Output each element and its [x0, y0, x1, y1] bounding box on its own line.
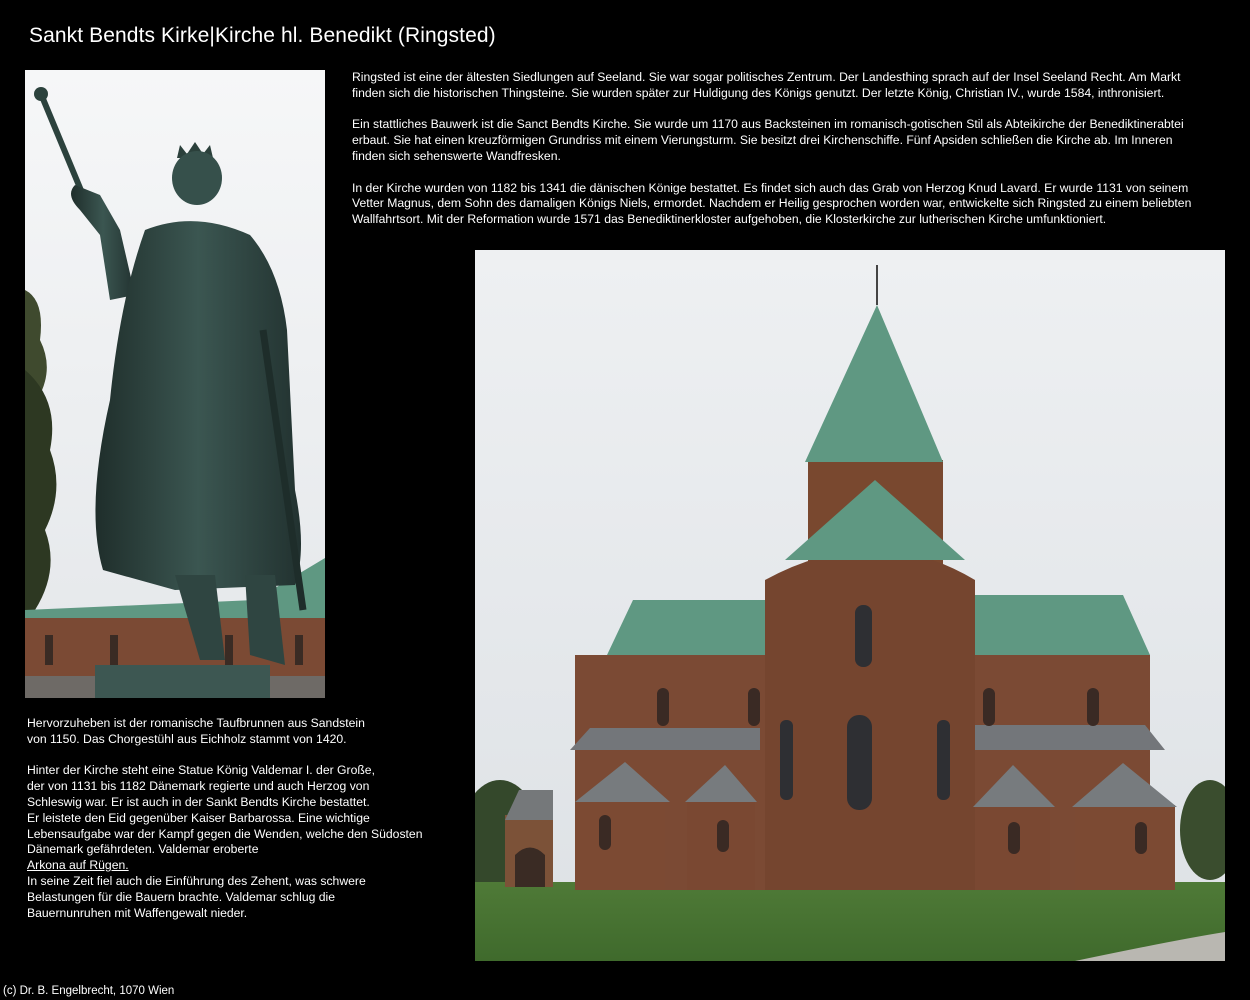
text-line: Lebensaufgabe war der Kampf gegen die Wenden, welche den Südosten — [27, 826, 423, 841]
intro-paragraph-1: Ringsted ist eine der ältesten Siedlungen auf Seeland. Sie war sogar politisches Zentrum. Der Landesthing sprach auf der Insel Seeland Recht. Am Markt finden sich die historischen Thingsteine. Sie wurden später zur Huldigung des Königs genutzt. Der letzte König, Christian IV., wurde 1584, inthronisiert. — [352, 70, 1181, 100]
intro-text — [352, 70, 1194, 244]
statue-text — [27, 716, 447, 921]
page-title: Sankt Bendts Kirke|Kirche hl. Benedikt (Ringsted) — [29, 24, 496, 47]
text-line: Bauernunruhen mit Waffengewalt nieder. — [27, 905, 248, 920]
text-line: von 1150. Das Chorgestühl aus Eichholz stammt von 1420. — [27, 731, 347, 746]
text-line: In seine Zeit fiel auch die Einführung des Zehent, was schwere — [27, 873, 366, 888]
text-line: der von 1131 bis 1182 Dänemark regierte und auch Herzog von — [27, 779, 370, 794]
statue-photo — [25, 70, 325, 698]
intro-paragraph-3: In der Kirche wurden von 1182 bis 1341 die dänischen Könige bestattet. Es findet sich auch das Grab von Herzog Knud Lavard. Er wurde 1131 von seinem Vetter Magnus, dem Sohn des damaligen Königs Niels, ermordet. Nachdem er Heilig gesprochen worden war, entwickelte sich Ringsted zu einem beliebten Wallfahrtsort. Mit der Reformation wurde 1571 das Benediktinerkloster aufgehoben, die Klosterkirche zur lutherischen Kirche umfunktioniert. — [352, 180, 1192, 227]
font-paragraph — [27, 716, 447, 748]
text-line: Hervorzuheben ist der romanische Taufbrunnen aus Sandstein — [27, 716, 365, 730]
text-line: Schleswig war. Er ist auch in der Sankt Bendts Kirche bestattet. — [27, 794, 370, 809]
copyright-footer: (c) Dr. B. Engelbrecht, 1070 Wien — [3, 985, 175, 997]
text-line: Er leistete den Eid gegenüber Kaiser Barbarossa. Eine wichtige — [27, 810, 370, 825]
arkona-link[interactable]: Arkona auf Rügen. — [27, 858, 129, 873]
text-line: Dänemark gefährdeten. Valdemar eroberte — [27, 842, 259, 857]
intro-paragraph-2: Ein stattliches Bauwerk ist die Sanct Bendts Kirche. Sie wurde um 1170 aus Backsteinen im romanisch-gotischen Stil als Abteikirche der Benediktinerabtei erbaut. Sie hat einen kreuzförmigen Grundriss mit einem Vierungsturm. Sie besitzt drei Kirchenschiffe. Fünf Apsiden schließen die Kirche ab. Im Inneren finden sich sehenswerte Wandfresken. — [352, 117, 1184, 163]
text-line: Belastungen für die Bauern brachte. Valdemar schlug die — [27, 889, 336, 904]
church-photo — [475, 250, 1225, 961]
valdemar-paragraph — [27, 763, 447, 921]
text-line: Hinter der Kirche steht eine Statue König Valdemar I. der Große, — [27, 763, 375, 778]
